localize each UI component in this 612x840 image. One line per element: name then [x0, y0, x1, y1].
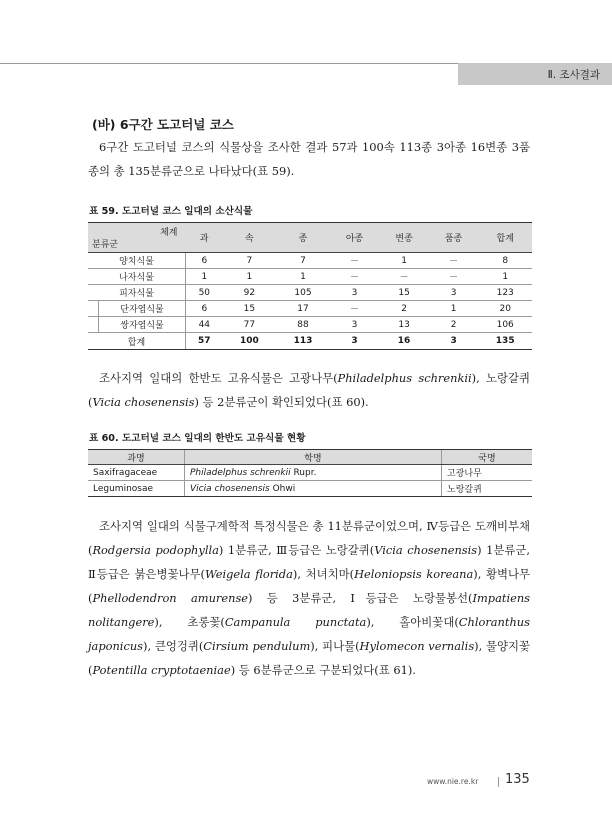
footer-url: www.nie.re.kr [427, 777, 479, 786]
table-row [88, 317, 532, 333]
table-cell: 135 [478, 333, 532, 350]
table-row [88, 301, 532, 317]
column-header: 학명 [185, 450, 442, 465]
row-label: 단자엽식물 [99, 301, 186, 317]
p3-italic: Weigela florida [204, 567, 293, 581]
table-cell: 3 [330, 285, 380, 301]
corner-bottom-label: 분류군 [92, 240, 119, 250]
column-header: 합계 [478, 223, 532, 253]
column-header: 아종 [330, 223, 380, 253]
row-label: 양치식물 [88, 253, 186, 269]
p3-italic: Potentilla cryptotaeniae [92, 663, 231, 677]
table-cell: 15 [379, 285, 429, 301]
family-cell: Saxifragaceae [88, 465, 185, 481]
table-cell: － [429, 253, 479, 269]
header-rule [0, 63, 458, 64]
row-label: 쌍자엽식물 [99, 317, 186, 333]
column-header: 과 [186, 223, 223, 253]
table-cell: 1 [379, 253, 429, 269]
table-cell: － [330, 269, 380, 285]
table-cell: 88 [276, 317, 330, 333]
column-header: 변종 [379, 223, 429, 253]
table-cell: － [330, 253, 380, 269]
column-header: 국명 [442, 450, 533, 465]
column-header: 속 [223, 223, 277, 253]
table-60 [88, 449, 532, 497]
table-cell: － [429, 269, 479, 285]
table-cell: 3 [330, 317, 380, 333]
p3-text: ), 물양지꽃( [88, 639, 531, 677]
table-cell: 1 [478, 269, 532, 285]
table-cell: 44 [186, 317, 223, 333]
chapter-tab [458, 63, 612, 85]
table-cell: － [379, 269, 429, 285]
table-cell: 123 [478, 285, 532, 301]
p2-text: 조사지역 일대의 한반도 고유식물은 고광나무( [99, 371, 338, 385]
table-row [88, 481, 532, 497]
p3-text: ), 큰엉겅퀴( [143, 639, 204, 653]
korean-name-cell: 고광나무 [442, 465, 533, 481]
paragraph-2 [88, 366, 530, 414]
footer-divider [498, 777, 499, 787]
table-cell: 1 [186, 269, 223, 285]
p3-text: ) 등 6분류군으로 구분되었다(표 61). [230, 663, 416, 677]
table-row [88, 253, 532, 269]
table-cell: 113 [276, 333, 330, 350]
row-label: 피자식물 [88, 285, 186, 301]
table-cell: 16 [379, 333, 429, 350]
p3-text: ), 처녀치마( [292, 567, 355, 581]
indent-cell [88, 317, 99, 333]
p3-italic: Cirsium pendulum [203, 639, 311, 653]
p2-italic: Philadelphus schrenkii [337, 371, 472, 385]
table-cell: 7 [276, 253, 330, 269]
p3-text: ) 등 3분류군, Ⅰ등급은 노랑물봉선( [248, 591, 473, 605]
p3-text: ), 황벽나무( [88, 567, 530, 605]
p3-text: ), 초롱꽃( [154, 615, 225, 629]
scientific-name-cell [185, 481, 442, 497]
sci-name-italic: Philadelphus schrenkii [190, 467, 291, 478]
row-label: 합계 [88, 333, 186, 350]
table-cell: 20 [478, 301, 532, 317]
column-header: 품종 [429, 223, 479, 253]
table-cell: 100 [223, 333, 277, 350]
p3-italic: Rodgersia podophylla [92, 543, 219, 557]
p3-italic: Vicia chosenensis [374, 543, 478, 557]
p3-text: 조사지역 일대의 식물구계학적 특정식물은 총 11분류군이었으며, Ⅳ등급은 도깨비부채( [88, 519, 530, 557]
p3-text: ), 홀아비꽃대( [366, 615, 459, 629]
table-cell: 2 [379, 301, 429, 317]
p3-italic: Impatiens nolitangere [88, 591, 531, 629]
paragraph-1-text: 6구간 도고터널 코스의 식물상을 조사한 결과 57과 100속 113종 3아종 16변종 3품종의 총 135분류군으로 나타났다(표 59). [88, 140, 530, 178]
table-cell: 1 [276, 269, 330, 285]
korean-name-cell: 노랑갈퀴 [442, 481, 533, 497]
table-cell: 50 [186, 285, 223, 301]
sci-name-italic: Vicia chosenensis [190, 483, 270, 494]
sci-author: Ohwi [272, 483, 296, 494]
table-cell: 6 [186, 253, 223, 269]
chapter-label: Ⅱ. 조사결과 [547, 68, 600, 81]
table-total-row [88, 333, 532, 350]
p3-italic: Hylomecon vernalis [359, 639, 475, 653]
table-cell: 2 [429, 317, 479, 333]
table-cell: 3 [429, 285, 479, 301]
p2-text: ) 등 2분류군이 확인되었다(표 60). [194, 395, 369, 409]
p3-text: ), 피나물( [310, 639, 360, 653]
p2-italic: Vicia chosenensis [92, 395, 195, 409]
table-cell: 57 [186, 333, 223, 350]
table-cell: 6 [186, 301, 223, 317]
p3-text: ) 1분류군, Ⅲ등급은 노랑갈퀴( [218, 543, 375, 557]
table-row [88, 269, 532, 285]
p3-text: ) 1분류군, Ⅱ등급은 붉은병꽃나무( [88, 543, 531, 581]
table-cell: 15 [223, 301, 277, 317]
table-cell: 1 [429, 301, 479, 317]
section-title: (바) 6구간 도고터널 코스 [92, 117, 234, 132]
p3-italic: Heloniopsis koreana [354, 567, 474, 581]
table-cell: 92 [223, 285, 277, 301]
family-cell: Leguminosae [88, 481, 185, 497]
table-cell: 1 [223, 269, 277, 285]
table-cell: 8 [478, 253, 532, 269]
table-cell: 3 [330, 333, 380, 350]
table-cell: 105 [276, 285, 330, 301]
p3-italic: Chloranthus japonicus [88, 615, 530, 653]
paragraph-3 [88, 514, 530, 682]
table-cell: 3 [429, 333, 479, 350]
p2-text: ), 노랑갈퀴( [88, 371, 530, 409]
table-cell: 106 [478, 317, 532, 333]
indent-cell [88, 301, 99, 317]
sci-author: Rupr. [293, 467, 317, 478]
table-59-caption: 표 59. 도고터널 코스 일대의 소산식물 [89, 206, 253, 217]
page-number: 135 [505, 772, 530, 787]
table-cell: 77 [223, 317, 277, 333]
paragraph-1 [88, 135, 530, 183]
column-header: 종 [276, 223, 330, 253]
corner-top-label: 체계 [160, 228, 178, 238]
p3-italic: Campanula punctata [224, 615, 367, 629]
table-row [88, 465, 532, 481]
table-cell: 17 [276, 301, 330, 317]
p3-italic: Phellodendron amurense [92, 591, 249, 605]
table-cell: 7 [223, 253, 277, 269]
column-header: 과명 [88, 450, 185, 465]
table-row [88, 285, 532, 301]
table-cell: 13 [379, 317, 429, 333]
table-59-corner-header [88, 223, 186, 253]
scientific-name-cell [185, 465, 442, 481]
table-59 [88, 222, 532, 350]
table-60-caption: 표 60. 도고터널 코스 일대의 한반도 고유식물 현황 [89, 433, 306, 444]
table-cell: － [330, 301, 380, 317]
row-label: 나자식물 [88, 269, 186, 285]
